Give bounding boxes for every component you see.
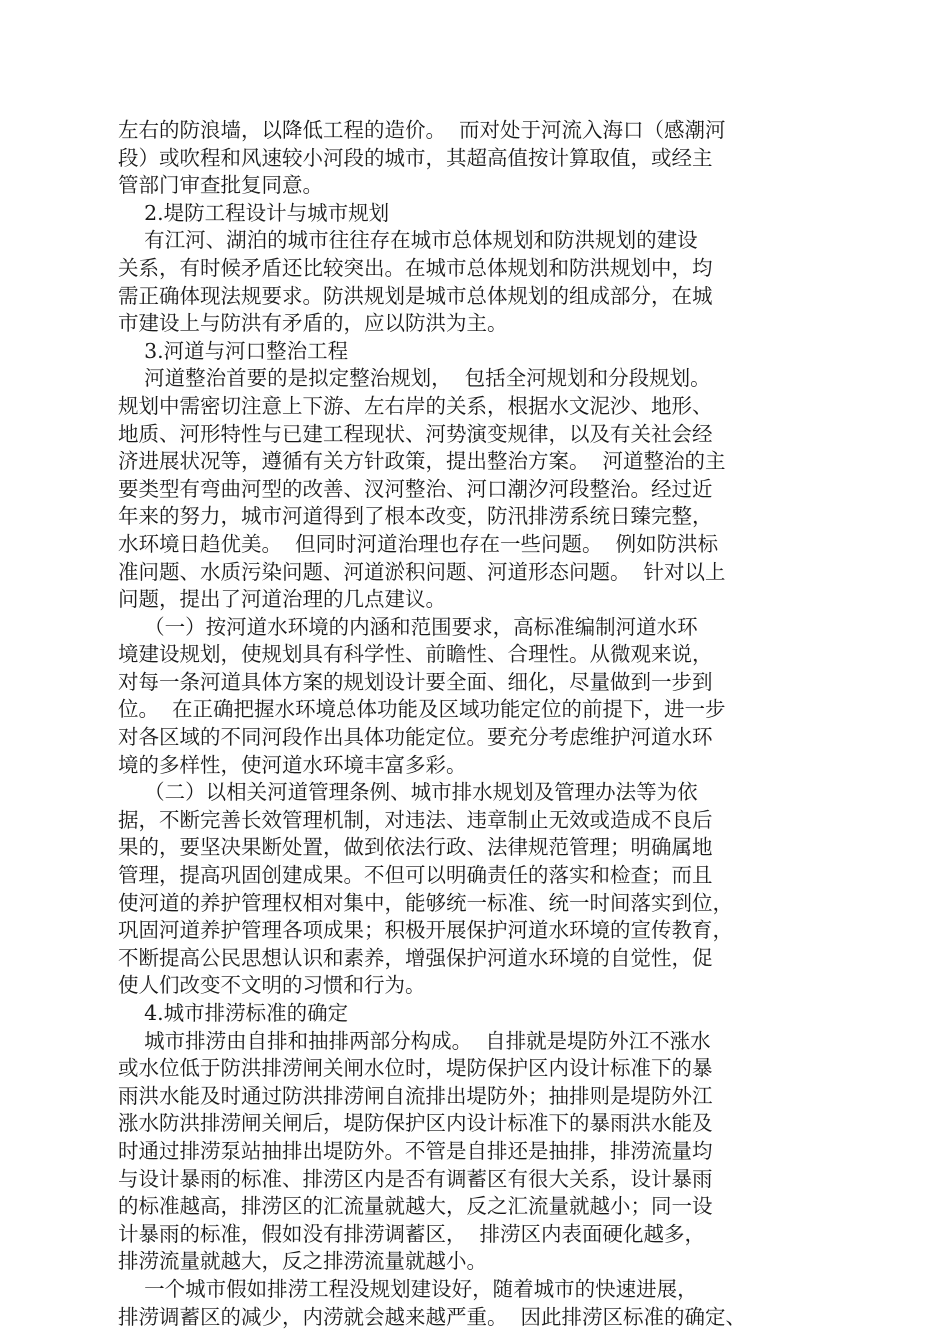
text-line: 位。 在正确把握水环境总体功能及区域功能定位的前提下，进一步: [118, 697, 726, 722]
text-line: 管部门审查批复同意。: [118, 173, 323, 198]
text-line: 排涝流量就越大，反之排涝流量就越小。: [118, 1249, 487, 1274]
text-line: 左右的防浪墙，以降低工程的造价。 而对处于河流入海口（感潮河: [118, 118, 726, 142]
text-line: 计暴雨的标准，假如没有排涝调蓄区， 排涝区内表面硬化越多，: [118, 1221, 706, 1246]
text-line: 涨水防洪排涝闸关闸后，堤防保护区内设计标准下的暴雨洪水能及: [118, 1111, 713, 1136]
text-line: 雨洪水能及时通过防洪排涝闸自流排出堤防外；抽排则是堤防外江: [118, 1083, 713, 1108]
text-line: （一）按河道水环境的内涵和范围要求，高标准编制河道水环: [118, 614, 698, 639]
text-line: 时通过排涝泵站抽排出堤防外。不管是自排还是抽排，排涝流量均: [118, 1138, 713, 1163]
text-line: 或水位低于防洪排涝闸关闸水位时，堤防保护区内设计标准下的暴: [118, 1056, 713, 1081]
text-line: 不断提高公民思想认识和素养，增强保护河道水环境的自觉性，促: [118, 945, 713, 970]
text-line: 有江河、湖泊的城市往往存在城市总体规划和防洪规划的建设: [118, 228, 698, 253]
text-line: 境建设规划，使规划具有科学性、前瞻性、合理性。从微观来说，: [118, 642, 713, 667]
text-line: 对每一条河道具体方案的规划设计要全面、细化，尽量做到一步到: [118, 669, 713, 694]
text-line: 对各区域的不同河段作出具体功能定位。要充分考虑维护河道水环: [118, 725, 713, 750]
text-line: 问题，提出了河道治理的几点建议。: [118, 587, 446, 612]
document-body-text: [118, 117, 830, 1331]
text-line: 要类型有弯曲河型的改善、汊河整治、河口潮汐河段整治。经过近: [118, 476, 713, 501]
text-line: 城市排涝由自排和抽排两部分构成。 自排就是堤防外江不涨水: [118, 1028, 711, 1053]
text-line: 使河道的养护管理权相对集中，能够统一标准、统一时间落实到位，: [118, 890, 733, 915]
text-line: 地质、河形特性与已建工程现状、河势演变规律，以及有关社会经: [118, 421, 713, 446]
text-line: 规划中需密切注意上下游、左右岸的关系，根据水文泥沙、地形、: [118, 393, 713, 418]
text-line: 的标准越高，排涝区的汇流量就越大，反之汇流量就越小；同一设: [118, 1194, 713, 1219]
text-line: 水环境日趋优美。 但同时河道治理也存在一些问题。 例如防洪标: [118, 531, 719, 556]
text-line: 使人们改变不文明的习惯和行为。: [118, 973, 426, 998]
text-line: 境的多样性，使河道水环境丰富多彩。: [118, 752, 467, 777]
section-heading-3: 3.河道与河口整治工程: [118, 338, 349, 363]
text-line: 果的，要坚决果断处置，做到依法行政、法律规范管理；明确属地: [118, 835, 713, 860]
text-line: 河道整治首要的是拟定整治规划， 包括全河规划和分段规划。: [118, 366, 711, 391]
text-line: 市建设上与防洪有矛盾的，应以防洪为主。: [118, 311, 508, 336]
text-line: 排涝调蓄区的减少，内涝就会越来越严重。 因此排涝区标准的确定、: [118, 1304, 747, 1329]
text-line: 准问题、水质污染问题、河道淤积问题、河道形态问题。 针对以上: [118, 559, 726, 584]
text-line: 管理，提高巩固创建成果。不但可以明确责任的落实和检查；而且: [118, 863, 713, 888]
text-line: 一个城市假如排涝工程没规划建设好，随着城市的快速进展，: [118, 1276, 698, 1301]
section-heading-4: 4.城市排涝标准的确定: [118, 1001, 349, 1025]
text-line: 需正确体现法规要求。防洪规划是城市总体规划的组成部分，在城: [118, 283, 713, 308]
text-line: 与设计暴雨的标准、排涝区内是否有调蓄区有很大关系，设计暴雨: [118, 1166, 713, 1191]
text-line: 段）或吹程和风速较小河段的城市，其超高值按计算取值，或经主: [118, 145, 713, 170]
text-line: 巩固河道养护管理各项成果；积极开展保护河道水环境的宣传教育，: [118, 918, 733, 943]
text-line: 年来的努力，城市河道得到了根本改变，防汛排涝系统日臻完整，: [118, 504, 713, 529]
section-heading-2: 2.堤防工程设计与城市规划: [118, 200, 390, 225]
text-line: 济进展状况等，遵循有关方针政策，提出整治方案。 河道整治的主: [118, 449, 726, 474]
text-line: 据，不断完善长效管理机制，对违法、违章制止无效或造成不良后: [118, 807, 713, 832]
text-line: （二）以相关河道管理条例、城市排水规划及管理办法等为依: [118, 780, 698, 805]
text-line: 关系，有时候矛盾还比较突出。在城市总体规划和防洪规划中，均: [118, 255, 713, 280]
